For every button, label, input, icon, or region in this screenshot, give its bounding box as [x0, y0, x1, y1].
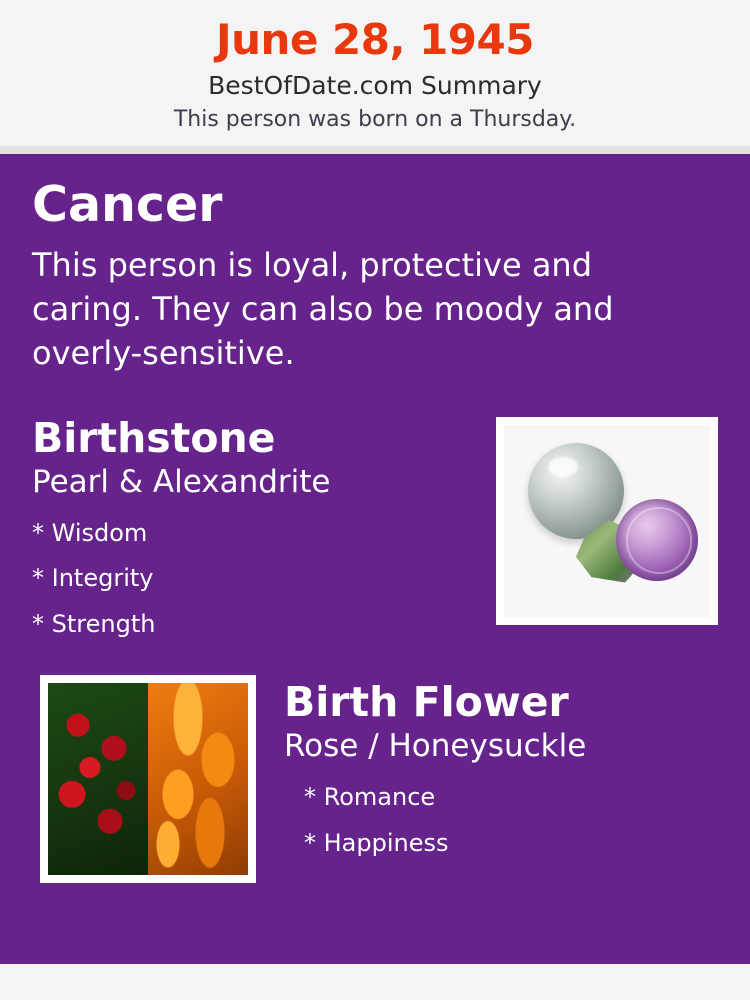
birth-day-note: This person was born on a Thursday. [173, 106, 577, 132]
birthstone-photo [496, 417, 718, 625]
honeysuckle-icon [148, 683, 248, 875]
birthstone-section [32, 414, 718, 649]
page-header [0, 0, 750, 146]
birthstone-trait: * Integrity [32, 564, 154, 593]
birth-flower-heading: Birth Flower [284, 678, 569, 727]
birth-flower-trait: * Happiness [304, 829, 449, 858]
birthstone-photo-inner [504, 425, 710, 617]
rose-icon [48, 683, 148, 875]
birth-flower-photo-inner [48, 683, 248, 875]
birth-flower-section [32, 675, 718, 890]
birth-flower-names: Rose / Honeysuckle [284, 728, 587, 765]
zodiac-sign-name: Cancer [32, 175, 223, 233]
zodiac-description: This person is loyal, protective and caring. They can also be moody and overly-sensitive. [32, 245, 614, 373]
birth-flower-text-block [284, 678, 718, 866]
birthstone-text-block [32, 414, 462, 647]
birthstone-trait: * Wisdom [32, 518, 148, 547]
site-name: BestOfDate.com Summary [208, 71, 542, 101]
birthstone-trait: * Strength [32, 610, 156, 639]
summary-panel [0, 154, 750, 964]
page-title: June 28, 1945 [216, 15, 534, 64]
cut-alexandrite-icon [616, 499, 698, 581]
birth-flower-trait: * Romance [304, 783, 436, 812]
birthstone-heading: Birthstone [32, 414, 276, 463]
birth-flower-photo [40, 675, 256, 883]
header-divider [0, 146, 750, 154]
birthstone-names: Pearl & Alexandrite [32, 464, 331, 501]
